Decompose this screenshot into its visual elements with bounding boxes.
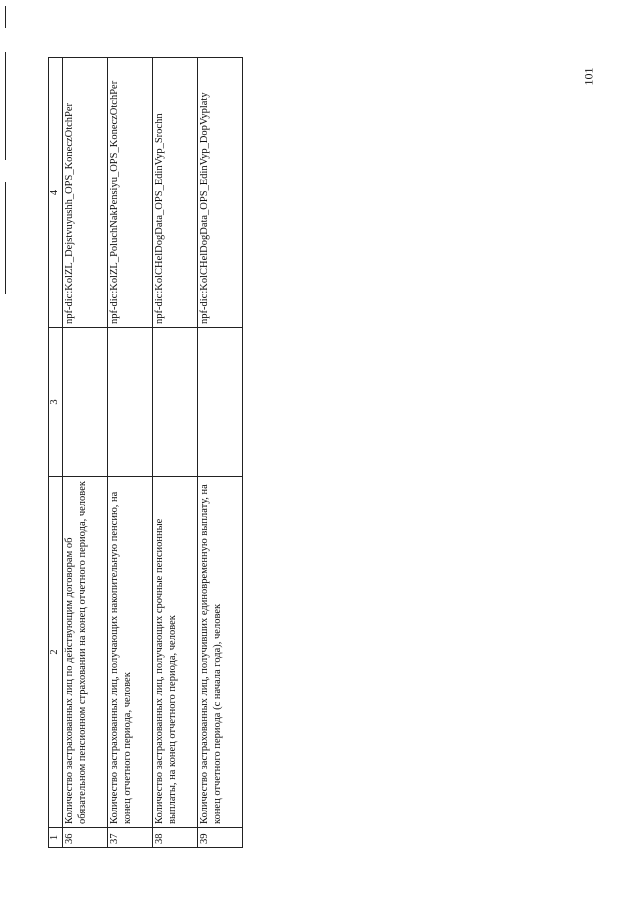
row-code: npf-dic:KolCHelDogData_OPS_EdinVyp_DopVyplaty <box>198 58 243 328</box>
data-table <box>48 57 243 848</box>
table-row <box>198 58 243 848</box>
document-table-area <box>48 58 248 848</box>
column-header-4: 4 <box>49 58 63 328</box>
row-description: Количество застрахованных лиц, получивших единовременную выплату, на конец отчетного периода (с начала года), человек <box>198 477 243 828</box>
row-code: npf-dic:KolZL_Dejstvuyushh_OPS_KoneczOtchPer <box>63 58 108 328</box>
scan-edge-mark <box>5 52 6 160</box>
row-number: 38 <box>153 828 198 848</box>
row-number: 37 <box>108 828 153 848</box>
column-header-3: 3 <box>49 328 63 477</box>
row-col3 <box>63 328 108 477</box>
table-row <box>108 58 153 848</box>
row-number: 36 <box>63 828 108 848</box>
row-col3 <box>153 328 198 477</box>
column-header-2: 2 <box>49 477 63 828</box>
table-row <box>63 58 108 848</box>
row-col3 <box>198 328 243 477</box>
row-code: npf-dic:KolZL_PoluchNakPensiyu_OPS_KoneczOtchPer <box>108 58 153 328</box>
row-col3 <box>108 328 153 477</box>
row-description: Количество застрахованных лиц, получающих срочные пенсионные выплаты, на конец отчетного периода, человек <box>153 477 198 828</box>
table-row <box>153 58 198 848</box>
page-number-text: 101 <box>581 67 596 85</box>
row-code: npf-dic:KolCHelDogData_OPS_EdinVyp_Srochn <box>153 58 198 328</box>
row-number: 39 <box>198 828 243 848</box>
row-description: Количество застрахованных лиц, получающих накопительную пенсию, на конец отчетного периода, человек <box>108 477 153 828</box>
table-header-row <box>49 58 63 848</box>
scan-edge-mark <box>5 6 6 28</box>
row-description: Количество застрахованных лиц по действующим договорам об обязательном пенсионном страховании на конец отчетного периода, человек <box>63 477 108 828</box>
page-number <box>575 62 603 90</box>
column-header-1: 1 <box>49 828 63 848</box>
scan-edge-mark <box>5 182 6 294</box>
rotated-table-container <box>48 58 248 848</box>
